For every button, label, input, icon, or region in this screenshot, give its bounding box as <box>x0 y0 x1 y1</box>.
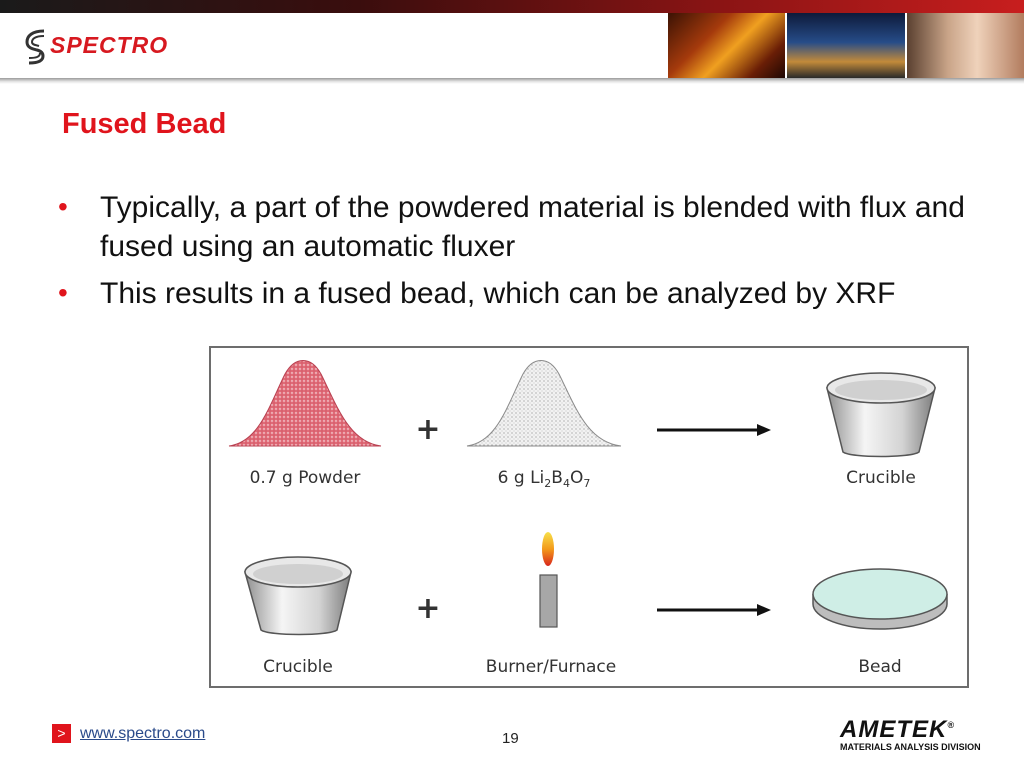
diagram-canvas <box>211 348 967 686</box>
plus-sign: + <box>415 591 441 626</box>
crucible-icon <box>827 373 935 457</box>
refinery-night-photo <box>785 13 904 78</box>
flux-label-prefix: 6 g Li <box>497 468 545 488</box>
flux-element-o: O <box>569 468 584 488</box>
division-label: MATERIALS ANALYSIS DIVISION <box>840 742 981 752</box>
people-portrait-photo <box>905 13 1024 78</box>
header-divider <box>0 78 1024 84</box>
bullet-text: This results in a fused bead, which can be analyzed by XRF <box>100 277 896 310</box>
industrial-furnace-photo <box>668 13 785 78</box>
spectro-logo <box>24 28 184 68</box>
ametek-logo <box>840 716 990 752</box>
top-accent-bar <box>0 0 1024 13</box>
burner-icon <box>540 532 557 627</box>
burner-label: Burner/Furnace <box>485 657 617 677</box>
bullet-marker: • <box>58 277 68 308</box>
bullet-text: Typically, a part of the powdered material is blended with flux and fused using an automatic fluxer <box>100 191 965 263</box>
flux-element-b: B <box>551 468 563 488</box>
header-photo-strip <box>668 13 1024 78</box>
flux-subscript: 7 <box>583 477 591 490</box>
flux-label <box>498 468 591 490</box>
crucible-label: Crucible <box>846 468 916 488</box>
chevron-right-icon: > <box>52 724 71 743</box>
spectro-emblem-icon <box>24 28 48 68</box>
bead-label: Bead <box>858 657 902 677</box>
website-link[interactable]: www.spectro.com <box>80 725 206 742</box>
crucible-icon <box>245 557 351 635</box>
powder-label: 0.7 g Powder <box>249 468 361 488</box>
fused-bead-diagram <box>209 346 969 688</box>
plus-sign: + <box>415 412 441 447</box>
fused-bead-icon <box>813 569 947 629</box>
bullet-list <box>58 188 978 321</box>
page-number: 19 <box>502 730 519 747</box>
flux-subscript: 2 <box>544 477 552 490</box>
bullet-marker: • <box>58 191 68 222</box>
bullet-item <box>58 274 978 313</box>
process-arrow-icon <box>657 424 771 436</box>
flame-icon <box>542 532 554 566</box>
process-arrow-icon <box>657 604 771 616</box>
bullet-item <box>58 188 978 266</box>
ametek-wordmark: AMETEK® <box>840 716 955 743</box>
powder-mound-icon <box>229 361 381 447</box>
slide-title: Fused Bead <box>62 108 227 140</box>
flux-subscript: 4 <box>562 477 570 490</box>
crucible-label: Crucible <box>263 657 333 677</box>
flux-mound-icon <box>467 361 621 447</box>
spectro-wordmark: SPECTRO <box>50 32 169 58</box>
